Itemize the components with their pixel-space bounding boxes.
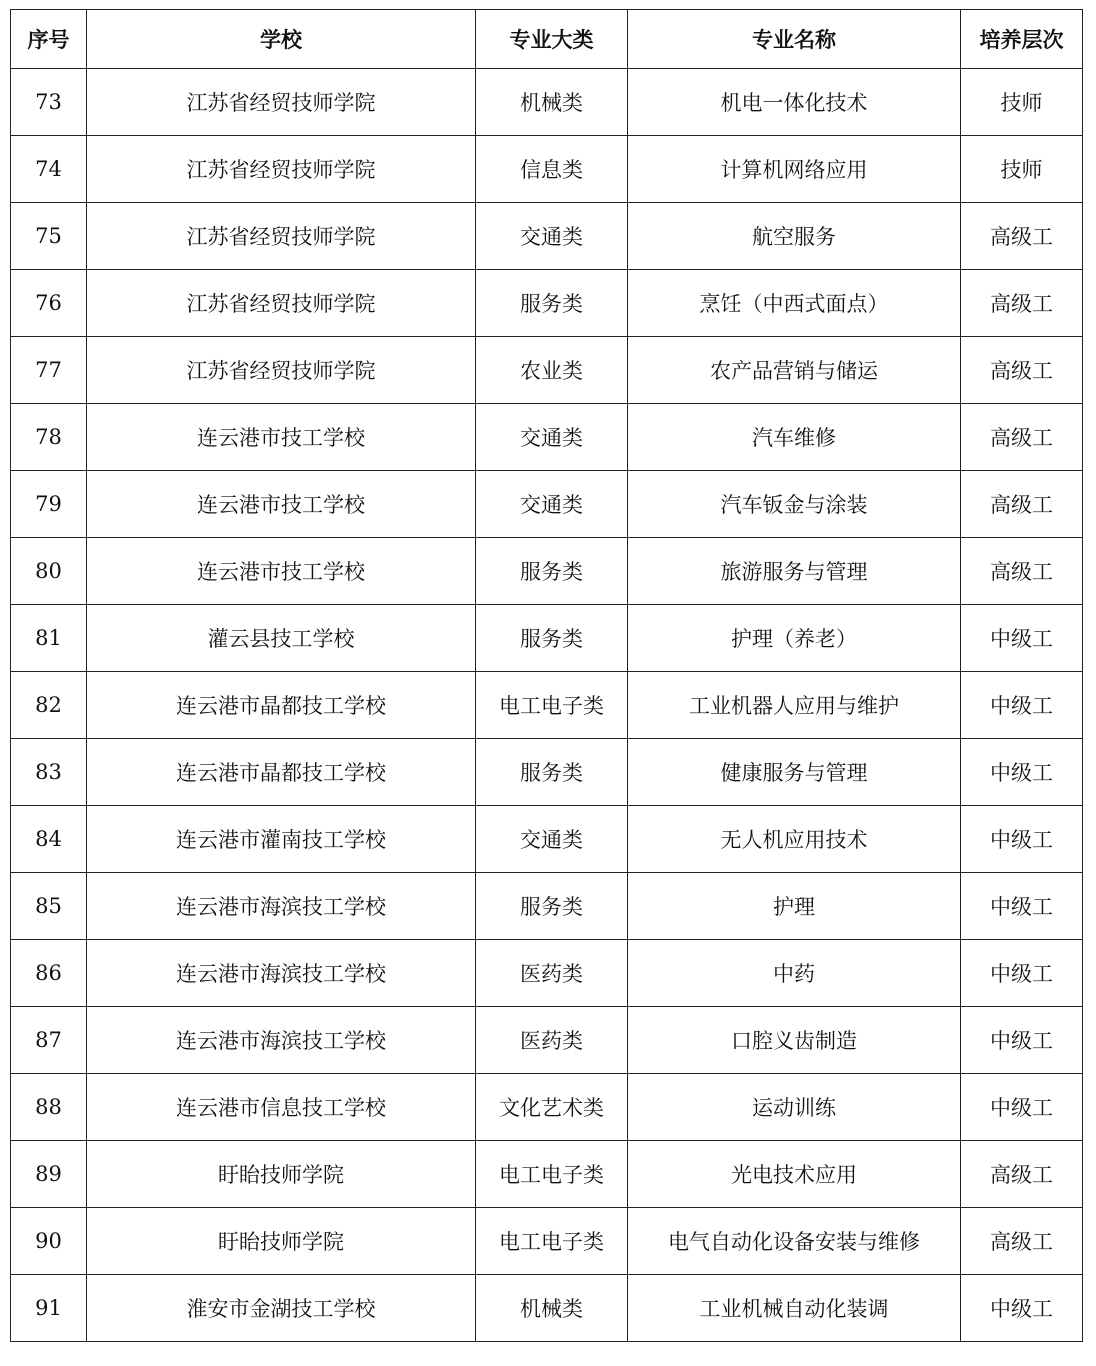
cell-no: 86: [11, 940, 87, 1007]
cell-category: 信息类: [476, 136, 628, 203]
header-row: [11, 10, 1083, 69]
cell-category: 服务类: [476, 605, 628, 672]
cell-level: 高级工: [961, 471, 1083, 538]
cell-no: 80: [11, 538, 87, 605]
table-row: [11, 1141, 1083, 1208]
table-row: [11, 873, 1083, 940]
cell-level: 高级工: [961, 270, 1083, 337]
cell-school: 连云港市海滨技工学校: [87, 940, 476, 1007]
cell-level: 中级工: [961, 672, 1083, 739]
cell-no: 79: [11, 471, 87, 538]
cell-school: 盱眙技师学院: [87, 1208, 476, 1275]
table-row: [11, 136, 1083, 203]
cell-level: 高级工: [961, 404, 1083, 471]
cell-major: 工业机械自动化装调: [628, 1275, 961, 1342]
table-row: [11, 538, 1083, 605]
cell-major: 旅游服务与管理: [628, 538, 961, 605]
table-row: [11, 270, 1083, 337]
table-row: [11, 1074, 1083, 1141]
cell-category: 农业类: [476, 337, 628, 404]
cell-no: 91: [11, 1275, 87, 1342]
cell-level: 高级工: [961, 337, 1083, 404]
cell-major: 汽车维修: [628, 404, 961, 471]
header-major: 专业名称: [628, 10, 961, 69]
cell-level: 中级工: [961, 806, 1083, 873]
table-row: [11, 739, 1083, 806]
cell-category: 交通类: [476, 404, 628, 471]
table-row: [11, 337, 1083, 404]
cell-category: 医药类: [476, 940, 628, 1007]
cell-school: 连云港市海滨技工学校: [87, 873, 476, 940]
cell-category: 电工电子类: [476, 1208, 628, 1275]
cell-level: 技师: [961, 136, 1083, 203]
table-row: [11, 806, 1083, 873]
cell-major: 光电技术应用: [628, 1141, 961, 1208]
table-row: [11, 672, 1083, 739]
cell-major: 护理: [628, 873, 961, 940]
cell-no: 81: [11, 605, 87, 672]
cell-level: 高级工: [961, 1208, 1083, 1275]
table-row: [11, 404, 1083, 471]
cell-level: 中级工: [961, 1074, 1083, 1141]
cell-school: 连云港市灌南技工学校: [87, 806, 476, 873]
cell-school: 江苏省经贸技师学院: [87, 203, 476, 270]
cell-major: 机电一体化技术: [628, 69, 961, 136]
cell-major: 健康服务与管理: [628, 739, 961, 806]
cell-major: 工业机器人应用与维护: [628, 672, 961, 739]
cell-no: 85: [11, 873, 87, 940]
cell-no: 82: [11, 672, 87, 739]
cell-school: 江苏省经贸技师学院: [87, 136, 476, 203]
cell-major: 中药: [628, 940, 961, 1007]
cell-no: 90: [11, 1208, 87, 1275]
cell-school: 江苏省经贸技师学院: [87, 270, 476, 337]
cell-level: 中级工: [961, 940, 1083, 1007]
header-school: 学校: [87, 10, 476, 69]
cell-no: 83: [11, 739, 87, 806]
cell-category: 服务类: [476, 270, 628, 337]
cell-category: 交通类: [476, 806, 628, 873]
cell-school: 淮安市金湖技工学校: [87, 1275, 476, 1342]
cell-school: 连云港市海滨技工学校: [87, 1007, 476, 1074]
cell-category: 文化艺术类: [476, 1074, 628, 1141]
cell-school: 连云港市技工学校: [87, 538, 476, 605]
header-level: 培养层次: [961, 10, 1083, 69]
cell-no: 78: [11, 404, 87, 471]
cell-no: 75: [11, 203, 87, 270]
cell-school: 连云港市信息技工学校: [87, 1074, 476, 1141]
table-row: [11, 1208, 1083, 1275]
cell-no: 73: [11, 69, 87, 136]
cell-level: 中级工: [961, 1275, 1083, 1342]
cell-major: 电气自动化设备安装与维修: [628, 1208, 961, 1275]
cell-school: 灌云县技工学校: [87, 605, 476, 672]
cell-no: 84: [11, 806, 87, 873]
cell-level: 中级工: [961, 1007, 1083, 1074]
cell-category: 电工电子类: [476, 1141, 628, 1208]
cell-level: 高级工: [961, 538, 1083, 605]
cell-level: 高级工: [961, 203, 1083, 270]
cell-school: 连云港市晶都技工学校: [87, 739, 476, 806]
cell-school: 江苏省经贸技师学院: [87, 337, 476, 404]
cell-school: 连云港市晶都技工学校: [87, 672, 476, 739]
cell-no: 89: [11, 1141, 87, 1208]
cell-level: 技师: [961, 69, 1083, 136]
cell-major: 护理（养老）: [628, 605, 961, 672]
cell-level: 中级工: [961, 605, 1083, 672]
cell-major: 无人机应用技术: [628, 806, 961, 873]
cell-category: 服务类: [476, 739, 628, 806]
header-category: 专业大类: [476, 10, 628, 69]
cell-category: 电工电子类: [476, 672, 628, 739]
table-row: [11, 1007, 1083, 1074]
table-body: [11, 69, 1083, 1342]
cell-major: 农产品营销与储运: [628, 337, 961, 404]
cell-level: 中级工: [961, 873, 1083, 940]
cell-category: 机械类: [476, 1275, 628, 1342]
cell-major: 计算机网络应用: [628, 136, 961, 203]
cell-category: 交通类: [476, 471, 628, 538]
cell-major: 口腔义齿制造: [628, 1007, 961, 1074]
cell-no: 74: [11, 136, 87, 203]
cell-category: 服务类: [476, 538, 628, 605]
cell-school: 江苏省经贸技师学院: [87, 69, 476, 136]
cell-no: 87: [11, 1007, 87, 1074]
cell-category: 医药类: [476, 1007, 628, 1074]
table-row: [11, 605, 1083, 672]
cell-school: 连云港市技工学校: [87, 471, 476, 538]
cell-no: 88: [11, 1074, 87, 1141]
cell-level: 高级工: [961, 1141, 1083, 1208]
cell-major: 汽车钣金与涂装: [628, 471, 961, 538]
cell-level: 中级工: [961, 739, 1083, 806]
table-row: [11, 203, 1083, 270]
header-no: 序号: [11, 10, 87, 69]
cell-school: 盱眙技师学院: [87, 1141, 476, 1208]
cell-no: 77: [11, 337, 87, 404]
cell-no: 76: [11, 270, 87, 337]
majors-table: [10, 9, 1083, 1342]
cell-category: 机械类: [476, 69, 628, 136]
cell-school: 连云港市技工学校: [87, 404, 476, 471]
cell-category: 交通类: [476, 203, 628, 270]
table-row: [11, 1275, 1083, 1342]
cell-major: 航空服务: [628, 203, 961, 270]
table-row: [11, 69, 1083, 136]
cell-category: 服务类: [476, 873, 628, 940]
table-row: [11, 940, 1083, 1007]
cell-major: 烹饪（中西式面点）: [628, 270, 961, 337]
table-row: [11, 471, 1083, 538]
cell-major: 运动训练: [628, 1074, 961, 1141]
